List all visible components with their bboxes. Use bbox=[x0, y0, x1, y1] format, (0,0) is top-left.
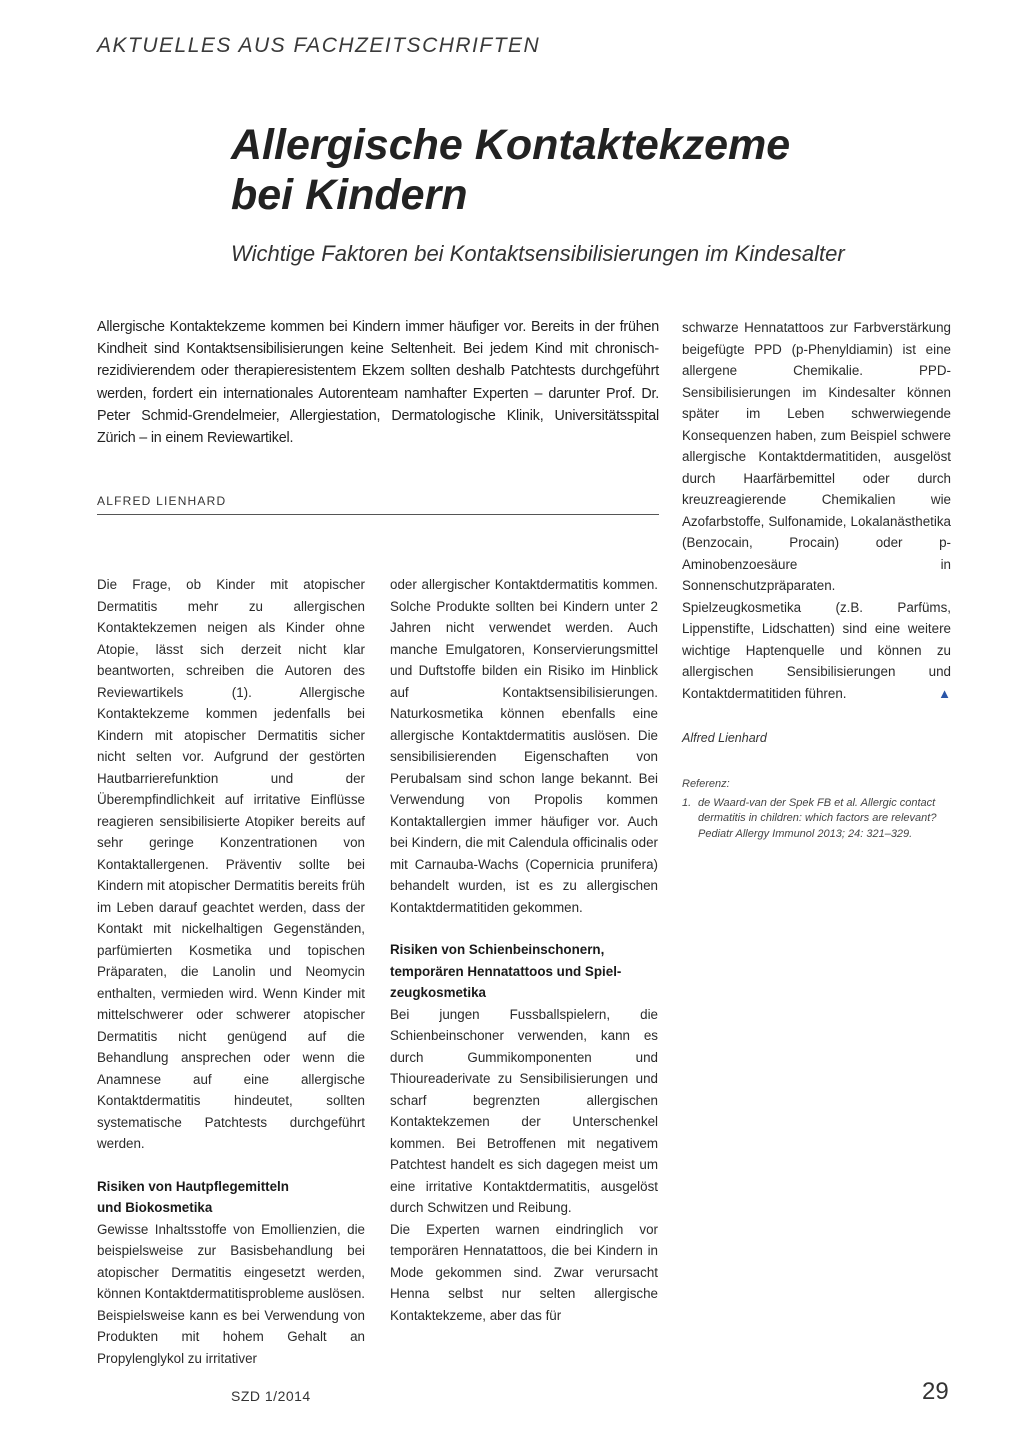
author-byline: ALFRED LIENHARD bbox=[97, 494, 227, 508]
references-list bbox=[682, 796, 951, 843]
reference-item bbox=[682, 796, 951, 843]
heading-line: Risiken von Schienbeinschonern, bbox=[390, 942, 605, 957]
byline-divider bbox=[97, 514, 659, 515]
references-heading: Referenz: bbox=[682, 777, 730, 790]
body-paragraph: Die Experten warnen eindringlich vor temporären Hennatattoos, die bei Kindern in Mode gekommen sind. Zwar verursacht Henna selbst nur selten allergische Kontaktekzeme, aber das für bbox=[390, 1221, 658, 1323]
heading-line: Risiken von Hautpflegemitteln bbox=[97, 1178, 289, 1194]
body-paragraph: Gewisse Inhaltsstoffe von Emollienzien, die beispielsweise zur Basisbehandlung bei atopischer Dermatitis eingesetzt werden, können Kontaktdermatitisprobleme auslösen. Beispielsweise kann es bei Verwendung von Produkten mit hohem Gehalt an Propylenglykol zu irritativer bbox=[97, 1221, 365, 1366]
section-label: AKTUELLES AUS FACHZEITSCHRIFTEN bbox=[97, 34, 541, 57]
heading-line: zeugkosmetika bbox=[390, 985, 487, 1000]
column-1 bbox=[97, 574, 365, 1369]
body-paragraph bbox=[682, 317, 951, 704]
journal-issue: SZD 1/2014 bbox=[231, 1388, 311, 1404]
reference-number: 1. bbox=[682, 796, 692, 809]
title-line-2: bei Kindern bbox=[231, 171, 468, 219]
reference-text: de Waard-van der Spek FB et al. Allergic contact dermatitis in children: which factors are relevant? Pediatr Allergy Immunol 2013; 24: 321–329. bbox=[698, 796, 937, 840]
body-paragraph: oder allergischer Kontaktdermatitis kommen. Solche Produkte sollten bei Kindern unter 2 Jahren nicht verwendet werden. Auch manche Emulgatoren, Konservierungsmittel und Duftstoffe bilden ein Risiko im Hinblick auf Kontaktsensibilisierungen. Naturkosmetika können ebenfalls eine allergische Kontaktdermatitis auslösen. Die sensibilisierenden Eigenschaften von Perubalsam sind schon lange bekannt. Bei Verwendung von Propolis kommen Kontaktallergien immer häufiger vor. Auch bei Kindern, die mit Calendula officinalis oder mit Carnauba-Wachs (Copernicia prunifera) behandelt wurden, ist es zu allergischen Kontaktdermatitiden gekommen. bbox=[390, 577, 658, 915]
body-paragraph: Bei jungen Fussballspielern, die Schienbeinschoner verwenden, kann es durch Gummikomponenten und Thioureaderivate zu Sensibilisierungen und scharf begrenzten allergischen Kontaktekzemen der Unterschenkel kommen. Bei Betroffenen mit negativem Patchtest handelt es sich dagegen meist um eine irritative Kontaktdermatitis, ausgelöst durch Schwitzen und Reibung. bbox=[390, 1006, 658, 1215]
heading-line: temporären Hennatattoos und Spiel- bbox=[390, 963, 622, 979]
heading-line: und Biokosmetika bbox=[97, 1200, 213, 1215]
article-subtitle: Wichtige Faktoren bei Kontaktsensibilisierungen im Kindesalter bbox=[231, 241, 845, 266]
body-paragraph: Die Frage, ob Kinder mit atopischer Dermatitis mehr zu allergischen Kontaktekzemen neigen als Kinder ohne Atopie, lässt sich derzeit nicht klar beantworten, schreiben die Autoren des Reviewartikels (1). Allergische Kontaktekzeme kommen jedenfalls bei Kindern mit atopischer Dermatitis sicher nicht selten vor. Aufgrund der gestörten Hautbarrierefunktion und der Überempfindlichkeit auf irritative Einflüsse reagieren sensibilisierte Atopiker bereits auf sehr geringe Konzentrationen von Kontaktallergenen. Präventiv sollte bei Kindern mit atopischer Dermatitis bereits früh im Leben darauf geachtet werden, dass der Kontakt mit nickelhaltigen Gegenständen, parfümierten Kosmetika und topischen Präparaten, die Lanolin und Neomycin enthalten, vermieden wird. Wenn Kinder mit mittelschwerer oder schwerer atopischer Dermatitis nicht genügend auf die Behandlung ansprechen oder wenn die Anamnese auf eine allergische Kontaktdermatitis hindeutet, sollten systematische Patchtests durchgeführt werden. bbox=[97, 577, 365, 1151]
section-heading bbox=[97, 1176, 365, 1219]
title-line-1: Allergische Kontaktekzeme bbox=[231, 121, 791, 169]
article-title bbox=[231, 120, 931, 220]
column-2 bbox=[390, 574, 658, 1326]
lead-paragraph: Allergische Kontaktekzeme kommen bei Kindern immer häufiger vor. Bereits in der frühen Kindheit sind Kontaktsensibilisierungen keine Seltenheit. Bei jedem Kind mit chronisch-rezidivierendem oder therapieresistentem Ekzem sollten deshalb Patchtests durchgeführt werden, fordert ein internationales Autorenteam namhafter Experten – darunter Prof. Dr. Peter Schmid-Grendelmeier, Allergiestation, Dermatologische Klinik, Universitätsspital Zürich – in einem Reviewartikel. bbox=[97, 319, 659, 447]
section-heading bbox=[390, 939, 658, 1004]
end-of-article-triangle-icon: ▲ bbox=[938, 685, 951, 701]
column-3 bbox=[682, 317, 951, 842]
paragraph-text: schwarze Hennatattoos zur Farbverstärkung beigefügte PPD (p-Phenyldiamin) ist eine allergene Chemikalie. PPD-Sensibilisierungen im Kindesalter können später im Leben schwerwiegende Konsequenzen haben, zum Beispiel schwere allergische Kontaktdermatitiden, ausgelöst durch Haarfärbemittel oder durch kreuzreagierende Chemikalien wie Azofarbstoffe, Sulfonamide, Lokalanästhetika (Benzocain, Procain) oder p-Aminobenzoesäure in Sonnenschutzpräparaten. Spielzeugkosmetika (z.B. Parfüms, Lippenstifte, Lidschatten) sind eine weitere wichtige Haptenquelle und können zu allergischen Sensibilisierungen und Kontaktdermatitiden führen. bbox=[682, 320, 951, 701]
author-signature: Alfred Lienhard bbox=[682, 731, 767, 745]
page-number: 29 bbox=[922, 1378, 949, 1405]
